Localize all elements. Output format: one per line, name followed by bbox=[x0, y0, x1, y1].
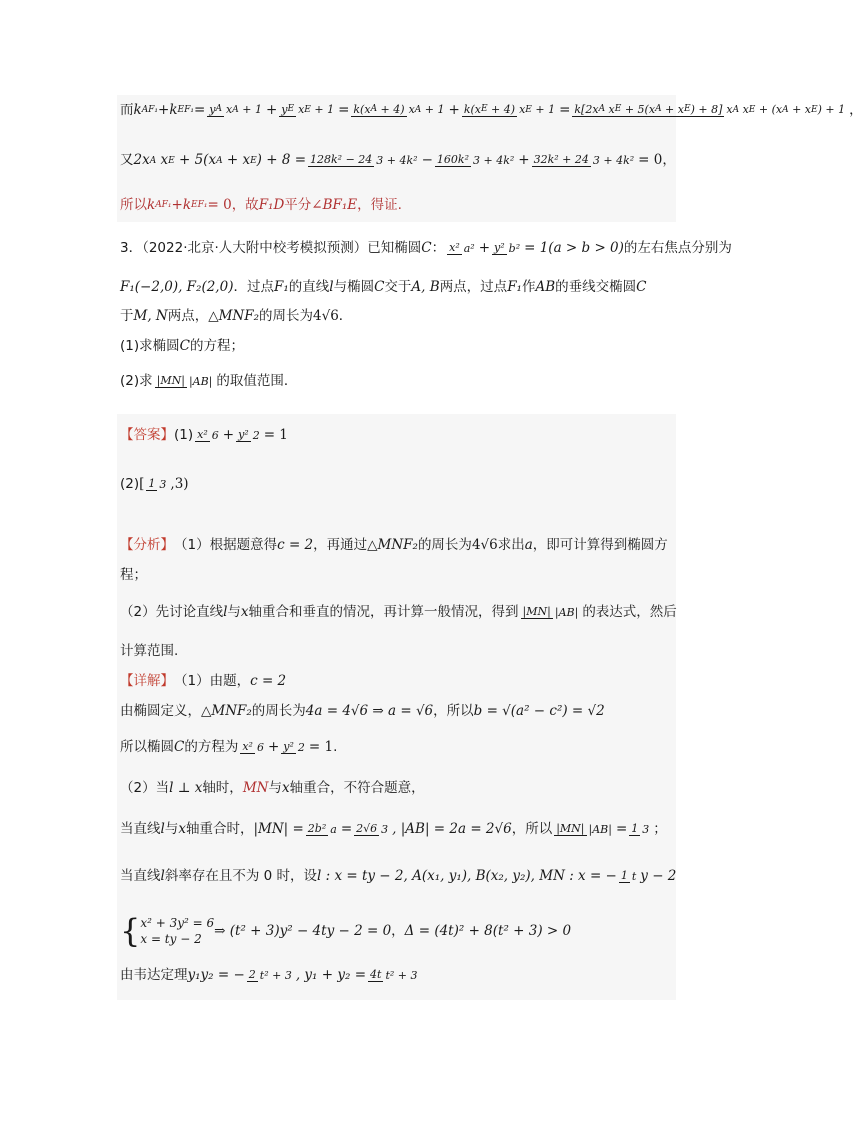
math-run: + bbox=[448, 102, 460, 118]
text-line-l16 bbox=[120, 701, 605, 721]
math-run: AB bbox=[535, 279, 556, 295]
math-run: = bbox=[340, 821, 353, 837]
fraction-denominator: 3 bbox=[159, 477, 167, 491]
fraction bbox=[532, 153, 637, 167]
math-run: ,3) bbox=[170, 476, 189, 492]
text-run: ，故 bbox=[231, 197, 259, 213]
text-line-l12 bbox=[120, 565, 147, 585]
fraction bbox=[572, 103, 847, 118]
fraction-numerator: yE bbox=[281, 102, 295, 116]
math-run: l : x = ty − 2, A(x₁, y₁), B(x₂, y₂), MN : x = − bbox=[317, 868, 617, 884]
text-line-l20 bbox=[120, 866, 676, 886]
math-run: ⇒ (t² + 3)y² − 4ty − 2 = 0 bbox=[214, 923, 392, 939]
fraction-numerator: k(xE + 4) bbox=[463, 102, 516, 116]
fraction-denominator: a bbox=[330, 822, 337, 836]
math-run: △MNF₂ bbox=[208, 308, 260, 324]
text-run: 当直线 bbox=[120, 868, 161, 884]
fraction bbox=[554, 822, 614, 836]
text-run: 与椭圆 bbox=[333, 279, 375, 295]
math-run: − bbox=[421, 152, 433, 169]
fraction-denominator: xA + 1 bbox=[226, 103, 262, 117]
fraction bbox=[354, 822, 390, 836]
text-run: （2）当 bbox=[120, 780, 170, 796]
text-line-l2 bbox=[120, 150, 676, 171]
math-run: k bbox=[147, 197, 156, 213]
text-run: 作 bbox=[521, 279, 536, 295]
text-run: 轴重合时， bbox=[185, 821, 254, 837]
math-run: 4a = 4√6 ⇒ a = √6 bbox=[305, 703, 434, 719]
fraction bbox=[195, 428, 221, 442]
fraction bbox=[306, 822, 339, 836]
math-run: x bbox=[240, 604, 249, 620]
text-run: 轴重合和垂直的情况，再计算一般情况，得到 bbox=[248, 604, 519, 620]
text-run: ， bbox=[391, 923, 405, 939]
fraction-denominator: 6 bbox=[256, 740, 264, 754]
text-line-l14 bbox=[120, 641, 178, 661]
math-run: + bbox=[267, 739, 280, 755]
text-run: 所以椭圆 bbox=[120, 739, 174, 755]
text-line-l7 bbox=[120, 336, 244, 356]
math-run: C bbox=[421, 240, 432, 256]
text-line-l9 bbox=[120, 425, 288, 445]
text-run: ，即可计算得到椭圆方 bbox=[532, 537, 668, 553]
text-run: 两点，过点 bbox=[439, 279, 508, 295]
text-run: ，所以 bbox=[433, 703, 474, 719]
math-run: C bbox=[174, 739, 185, 755]
fraction-numerator: 32k² + 24 bbox=[533, 153, 589, 167]
fraction-denominator: 3 bbox=[381, 822, 389, 836]
text-run: 两点， bbox=[167, 308, 209, 324]
fraction-numerator: |MN| bbox=[522, 605, 551, 618]
fraction-denominator: xE + 1 bbox=[519, 103, 556, 117]
math-run: + bbox=[158, 102, 170, 118]
text-line-l11 bbox=[120, 535, 668, 555]
math-run: = bbox=[193, 102, 206, 118]
fraction-denominator: 3 bbox=[642, 822, 650, 836]
fraction bbox=[521, 605, 581, 619]
fraction-denominator: t² + 3 bbox=[259, 968, 292, 982]
text-line-l4 bbox=[120, 238, 732, 258]
fraction bbox=[619, 869, 638, 883]
fraction-numerator: 2 bbox=[248, 968, 256, 981]
math-run: EF₁ bbox=[177, 105, 194, 115]
math-run: a bbox=[524, 537, 533, 553]
text-run: (1) bbox=[174, 427, 194, 443]
text-run: 的方程； bbox=[189, 338, 244, 354]
math-run: F₁(−2,0), F₂(2,0) bbox=[120, 279, 234, 295]
math-run: = 0 bbox=[638, 152, 663, 169]
math-run: AF₁ bbox=[141, 105, 159, 115]
system-brace: { bbox=[120, 912, 141, 950]
text-run: 斜率存在且不为 0 时，设 bbox=[164, 868, 317, 884]
fraction-numerator: 1 bbox=[631, 822, 639, 835]
fraction bbox=[155, 374, 215, 388]
section-label: 【详解】 bbox=[120, 673, 174, 689]
math-run: k bbox=[169, 102, 178, 118]
math-run: A, B bbox=[411, 279, 440, 295]
math-run: F₁ bbox=[273, 279, 289, 295]
text-run: . bbox=[333, 739, 338, 755]
text-run: 的垂线交椭圆 bbox=[555, 279, 637, 295]
fraction bbox=[236, 428, 262, 442]
math-run: = 1 bbox=[263, 427, 288, 443]
fraction-numerator: 4t bbox=[370, 968, 382, 981]
text-run: 的周长为 bbox=[259, 308, 314, 324]
text-run: 平分 bbox=[284, 197, 312, 213]
fraction-numerator: k(xA + 4) bbox=[353, 102, 405, 116]
fraction-denominator: b² bbox=[508, 241, 521, 255]
text-line-l6 bbox=[120, 306, 352, 326]
system-equation: x² + 3y² = 6 bbox=[140, 916, 215, 930]
text-run: 轴重合，不符合题意， bbox=[289, 780, 425, 796]
text-run: (2) bbox=[120, 476, 140, 492]
fraction bbox=[492, 241, 522, 255]
fraction-denominator: a² bbox=[463, 241, 475, 255]
text-run: ，所以 bbox=[511, 821, 553, 837]
text-run: 与 bbox=[164, 821, 179, 837]
math-run: C bbox=[179, 338, 190, 354]
text-run: 与 bbox=[227, 604, 241, 620]
text-run: 的取值范围． bbox=[216, 373, 298, 389]
fraction-numerator: y² bbox=[283, 740, 294, 753]
math-run: 4√6 bbox=[313, 308, 339, 324]
text-run: 而 bbox=[120, 102, 134, 118]
fraction bbox=[146, 477, 168, 491]
text-run: 与 bbox=[268, 780, 282, 796]
text-line-l8 bbox=[120, 371, 297, 391]
math-run: + bbox=[518, 152, 530, 169]
math-run: , |AB| = 2a = 2√6 bbox=[392, 821, 512, 837]
math-run: F₁ bbox=[507, 279, 522, 295]
fraction bbox=[279, 103, 336, 118]
text-line-l21 bbox=[120, 912, 572, 950]
math-run: + bbox=[478, 240, 491, 256]
fraction-denominator: |AB| bbox=[188, 374, 213, 388]
system-equation: x = ty − 2 bbox=[140, 932, 202, 946]
text-run: 于 bbox=[120, 308, 134, 324]
fraction-denominator: t² + 3 bbox=[385, 968, 418, 982]
fraction-numerator: x² bbox=[449, 241, 460, 254]
math-run: = 0 bbox=[207, 197, 232, 213]
fraction bbox=[447, 241, 477, 255]
fraction-denominator: 3 + 4k² bbox=[472, 153, 515, 167]
text-run: 所以 bbox=[120, 197, 147, 213]
math-run: c = 2 bbox=[277, 537, 314, 553]
math-run: F₁D bbox=[258, 197, 285, 213]
fraction-numerator: y² bbox=[494, 241, 505, 254]
fraction-denominator: |AB| bbox=[588, 822, 612, 836]
text-run: (1)求椭圆 bbox=[120, 338, 180, 354]
fraction-numerator: 2b² bbox=[307, 822, 327, 835]
text-run: (2)求 bbox=[120, 373, 153, 389]
text-run: 求出 bbox=[497, 537, 525, 553]
math-run: b = √(a² − c²) = √2 bbox=[473, 703, 605, 719]
text-run: ， bbox=[849, 102, 863, 118]
text-run: 的左右焦点分别为 bbox=[623, 240, 732, 256]
fraction-denominator: |AB| bbox=[554, 605, 579, 619]
math-run: C bbox=[374, 279, 385, 295]
math-run: + bbox=[265, 102, 278, 118]
section-label: 【分析】 bbox=[120, 537, 174, 553]
math-run: AF₁ bbox=[155, 200, 172, 210]
text-run: 的表达式，然后 bbox=[582, 604, 677, 620]
math-run: , y₁ + y₂ = bbox=[295, 967, 367, 983]
fraction bbox=[308, 153, 420, 167]
fraction-numerator: y² bbox=[238, 428, 249, 441]
text-line-l5 bbox=[120, 277, 646, 297]
text-line-l3 bbox=[120, 195, 402, 215]
fraction bbox=[281, 740, 307, 754]
fraction bbox=[351, 103, 446, 118]
math-run: l ⊥ x bbox=[169, 780, 203, 796]
text-run: 交于 bbox=[384, 279, 412, 295]
text-line-l1 bbox=[120, 100, 863, 120]
fraction bbox=[368, 968, 419, 982]
fraction-numerator: 1 bbox=[620, 869, 628, 882]
fraction-numerator: k[2xA xE + 5(xA + xE) + 8] bbox=[574, 102, 723, 116]
math-run: x bbox=[281, 780, 290, 796]
text-run: 由韦达定理 bbox=[120, 967, 188, 983]
math-run: [ bbox=[139, 476, 145, 492]
fraction-denominator: xE + 1 bbox=[298, 103, 335, 117]
fraction bbox=[462, 103, 557, 118]
fraction bbox=[240, 740, 266, 754]
fraction-numerator: 160k² bbox=[436, 153, 469, 167]
text-run: 当直线 bbox=[120, 821, 161, 837]
math-run: + bbox=[171, 197, 183, 213]
math-run: 4√6 bbox=[471, 537, 498, 553]
fraction-numerator: |MN| bbox=[156, 374, 185, 387]
math-run: k bbox=[133, 102, 142, 118]
math-run: l bbox=[329, 279, 334, 295]
text-run: ，得证. bbox=[357, 197, 402, 213]
fraction-numerator: 1 bbox=[148, 477, 156, 490]
math-run: C bbox=[636, 279, 647, 295]
text-line-l17 bbox=[120, 737, 337, 757]
text-line-l15 bbox=[120, 671, 286, 691]
equation-system bbox=[120, 912, 215, 950]
text-run: ． bbox=[338, 308, 353, 324]
math-run: ∠BF₁E bbox=[311, 197, 358, 213]
fraction-numerator: |MN| bbox=[556, 822, 585, 835]
text-run: 的方程为 bbox=[184, 739, 239, 755]
math-run: = 1 bbox=[308, 739, 334, 755]
math-run: x bbox=[178, 821, 186, 837]
fraction-numerator: 2√6 bbox=[356, 822, 378, 835]
text-run: 的周长为 bbox=[417, 537, 472, 553]
text-run: （1）根据题意得 bbox=[174, 537, 278, 553]
math-run: 2xA xE + 5(xA + xE) + 8 = bbox=[133, 152, 307, 168]
fraction-numerator: x² bbox=[242, 740, 253, 753]
math-run: k bbox=[182, 197, 192, 213]
math-run: EF₁ bbox=[191, 200, 208, 210]
section-label: 【答案】 bbox=[120, 427, 174, 443]
fraction-denominator: xA xE + (xA + xE) + 1 bbox=[726, 103, 846, 117]
math-run: c = 2 bbox=[250, 673, 287, 689]
fraction-numerator: 128k² − 24 bbox=[310, 153, 373, 167]
math-run: y₁y₂ = − bbox=[187, 967, 245, 983]
math-run: MN bbox=[242, 780, 269, 796]
text-run: （2）先讨论直线 bbox=[120, 604, 224, 620]
text-run: 程； bbox=[120, 567, 147, 583]
math-run: |MN| = bbox=[253, 821, 304, 837]
fraction-denominator: 3 + 4k² bbox=[592, 153, 635, 167]
text-run: ： bbox=[431, 240, 446, 256]
fraction-denominator: xA + 1 bbox=[408, 103, 445, 117]
text-run: ，再通过 bbox=[313, 537, 368, 553]
math-run: Δ = (4t)² + 8(t² + 3) > 0 bbox=[404, 923, 572, 939]
fraction-denominator: 3 + 4k² bbox=[376, 153, 418, 167]
math-run: △MNF₂ bbox=[201, 703, 252, 719]
text-run: 的周长为 bbox=[251, 703, 306, 719]
math-run: l bbox=[160, 821, 165, 837]
math-run: = 1(a > b > 0) bbox=[524, 240, 624, 256]
text-run: ．过点 bbox=[233, 279, 274, 295]
text-run: 计算范围. bbox=[120, 643, 179, 659]
text-run: 的直线 bbox=[288, 279, 330, 295]
fraction-numerator: x² bbox=[197, 428, 208, 441]
fraction-denominator: 2 bbox=[252, 428, 260, 442]
text-run: ； bbox=[653, 821, 667, 837]
text-run: （1）由题， bbox=[174, 673, 251, 689]
fraction-denominator: 2 bbox=[297, 740, 305, 754]
math-run: + bbox=[222, 427, 235, 443]
text-line-l19 bbox=[120, 819, 667, 839]
math-run: = bbox=[559, 102, 571, 118]
math-run: y − 2 bbox=[640, 868, 677, 884]
text-run: 又 bbox=[120, 152, 134, 169]
math-run: l bbox=[223, 604, 228, 620]
fraction-numerator: yA bbox=[209, 102, 223, 116]
math-run: M, N bbox=[133, 308, 168, 324]
fraction bbox=[629, 822, 651, 836]
math-run: △MNF₂ bbox=[367, 537, 418, 553]
text-line-l22 bbox=[120, 965, 421, 985]
fraction bbox=[247, 968, 294, 982]
text-run: 轴时， bbox=[202, 780, 243, 796]
text-line-l13 bbox=[120, 602, 677, 622]
fraction-denominator: 6 bbox=[211, 428, 219, 442]
math-run: = bbox=[615, 821, 628, 837]
fraction bbox=[207, 103, 264, 118]
text-run: ， bbox=[662, 152, 676, 169]
text-line-l10 bbox=[120, 474, 189, 494]
text-line-l18 bbox=[120, 778, 425, 798]
math-run: = bbox=[338, 102, 350, 118]
fraction-denominator: t bbox=[631, 869, 637, 883]
text-run: 3．（2022·北京·人大附中校考模拟预测）已知椭圆 bbox=[120, 240, 422, 256]
math-run: l bbox=[160, 868, 165, 884]
text-run: 由椭圆定义， bbox=[120, 703, 201, 719]
fraction bbox=[435, 153, 516, 167]
